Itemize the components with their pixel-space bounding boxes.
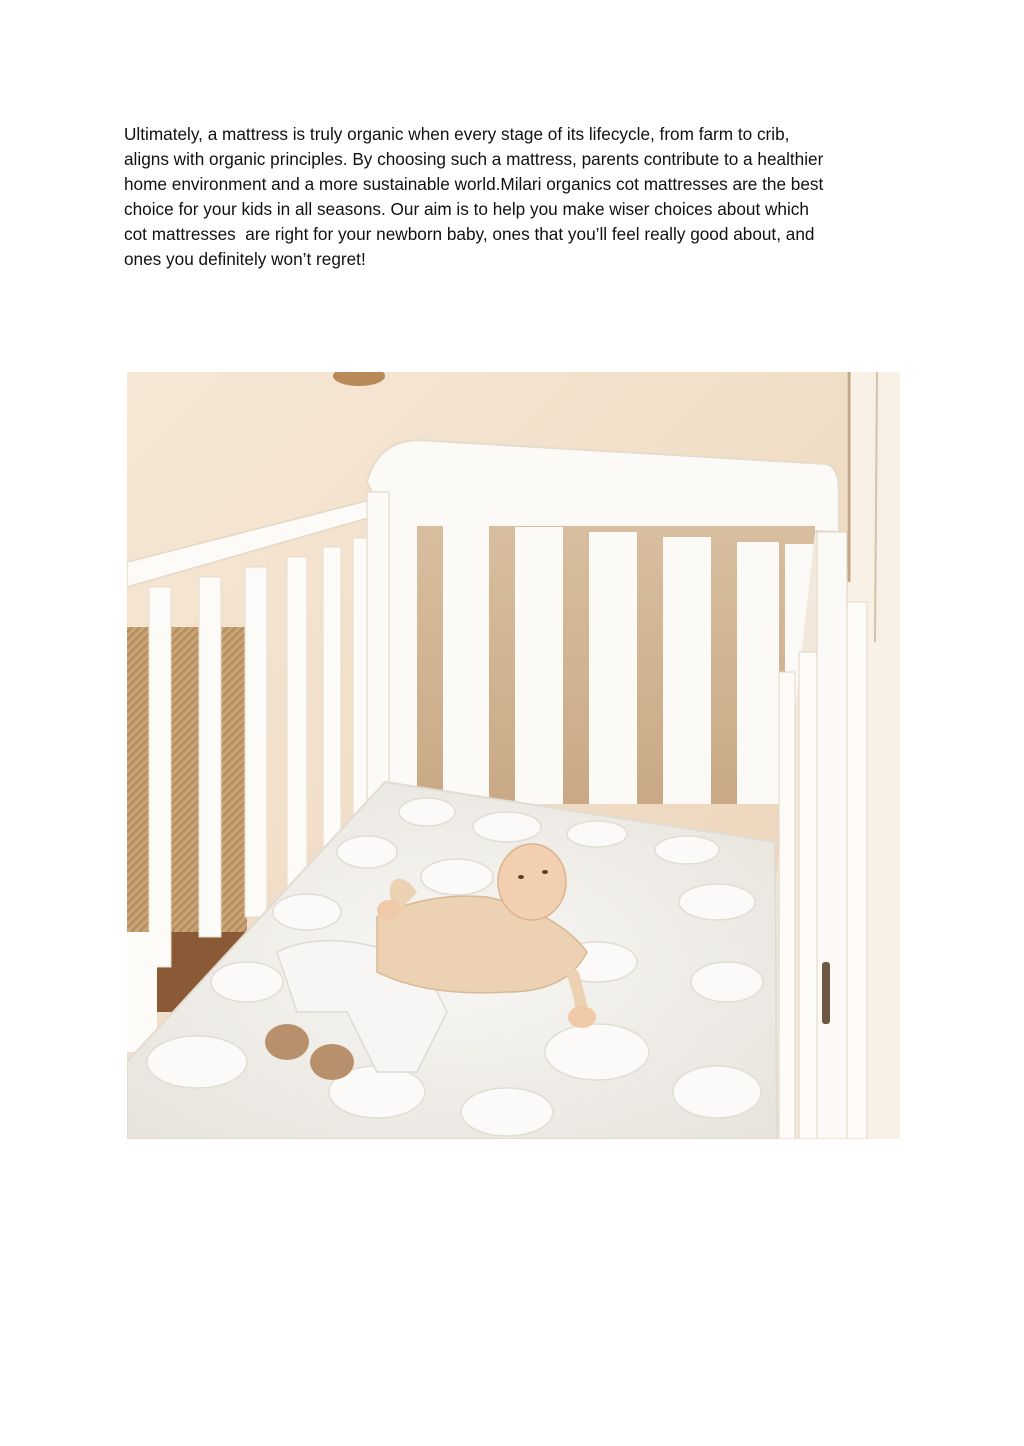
crib-back-slats: [385, 504, 815, 804]
paragraph-line: cot mattresses are right for your newborn baby, ones that you’ll feel really good about, and: [124, 224, 815, 244]
body-paragraph: [124, 122, 904, 272]
paragraph-line: Ultimately, a mattress is truly organic when every stage of its lifecycle, from farm to crib,: [124, 124, 790, 144]
photo-illustration: [127, 372, 900, 1139]
wicker-basket: [127, 627, 247, 947]
paragraph-line: aligns with organic principles. By choosing such a mattress, parents contribute to a healthier: [124, 149, 824, 169]
baby-in-crib-photo: [127, 372, 900, 1139]
crib-hardware: [822, 962, 830, 1024]
paragraph-line: choice for your kids in all seasons. Our aim is to help you make wiser choices about which: [124, 199, 809, 219]
paragraph-line: home environment and a more sustainable world.Milari organics cot mattresses are the best: [124, 174, 824, 194]
paragraph-line: ones you definitely won’t regret!: [124, 249, 366, 269]
